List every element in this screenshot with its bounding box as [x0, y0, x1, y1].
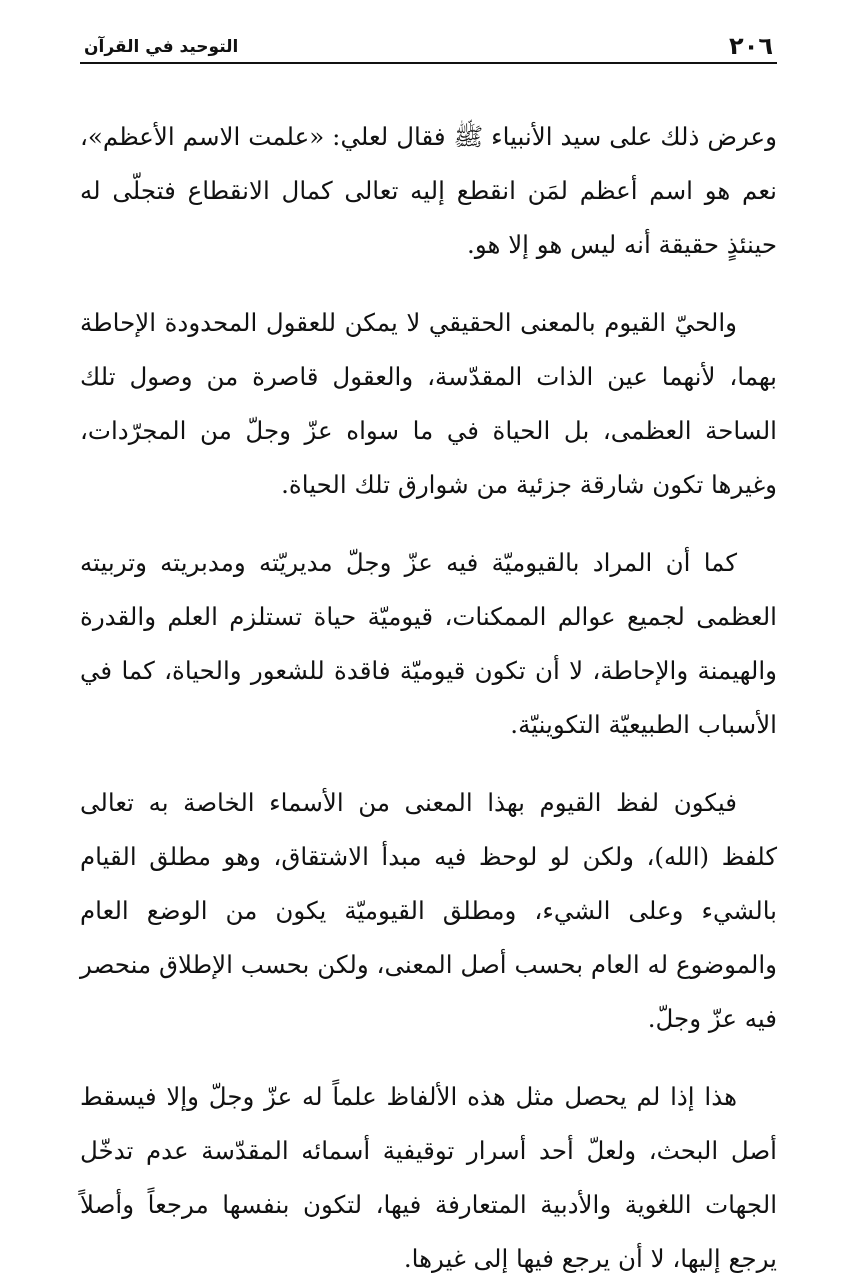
paragraph-5: هذا إذا لم يحصل مثل هذه الألفاظ علماً له عزّ وجلّ وإلا فيسقط أصل البحث، ولعلّ أحد أسرار توقيفية أسمائه المقدّسة عدم تدخّل الجهات اللغوية والأدبية المتعارفة فيها، لتكون بنفسها مرجعاً وأصلاً يرجع إليها، لا أن يرجع فيها إلى غيرها. [80, 1082, 777, 1273]
paragraph-4: فيكون لفظ القيوم بهذا المعنى من الأسماء الخاصة به تعالى كلفظ (الله)، ولكن لو لوحظ فيه مبدأ الاشتقاق، وهو مطلق القيام بالشيء وعلى الشيء، ومطلق القيوميّة يكون من الوضع العام والموضوع له العام بحسب أصل المعنى، ولكن بحسب الإطلاق منحصر فيه عزّ وجلّ. [80, 788, 777, 1033]
body-text [80, 110, 777, 1286]
page-number: ٢٠٦ [729, 32, 773, 60]
paragraph-3: كما أن المراد بالقيوميّة فيه عزّ وجلّ مديريّته ومدبريته وتربيته العظمى لجميع عوالم الممكنات، قيوميّة حياة تستلزم العلم والقدرة والهيمنة والإحاطة، لا أن تكون قيوميّة فاقدة للشعور والحياة، كما في الأسباب الطبيعيّة التكوينيّة. [80, 548, 777, 739]
running-header [80, 34, 777, 64]
paragraph-1: وعرض ذلك على سيد الأنبياء ﷺ فقال لعلي: «علمت الاسم الأعظم»، نعم هو اسم أعظم لمَن انقطع إليه تعالى كمال الانقطاع فتجلّى له حينئذٍ حقيقة أنه ليس هو إلا هو. [80, 122, 777, 259]
book-title: التوحيد في القرآن [84, 37, 239, 57]
paragraph-2: والحيّ القيوم بالمعنى الحقيقي لا يمكن للعقول المحدودة الإحاطة بهما، لأنهما عين الذات المقدّسة، والعقول قاصرة من وصول تلك الساحة العظمى، بل الحياة في ما سواه عزّ وجلّ من المجرّدات، وغيرها تكون شارقة جزئية من شوارق تلك الحياة. [80, 308, 777, 499]
